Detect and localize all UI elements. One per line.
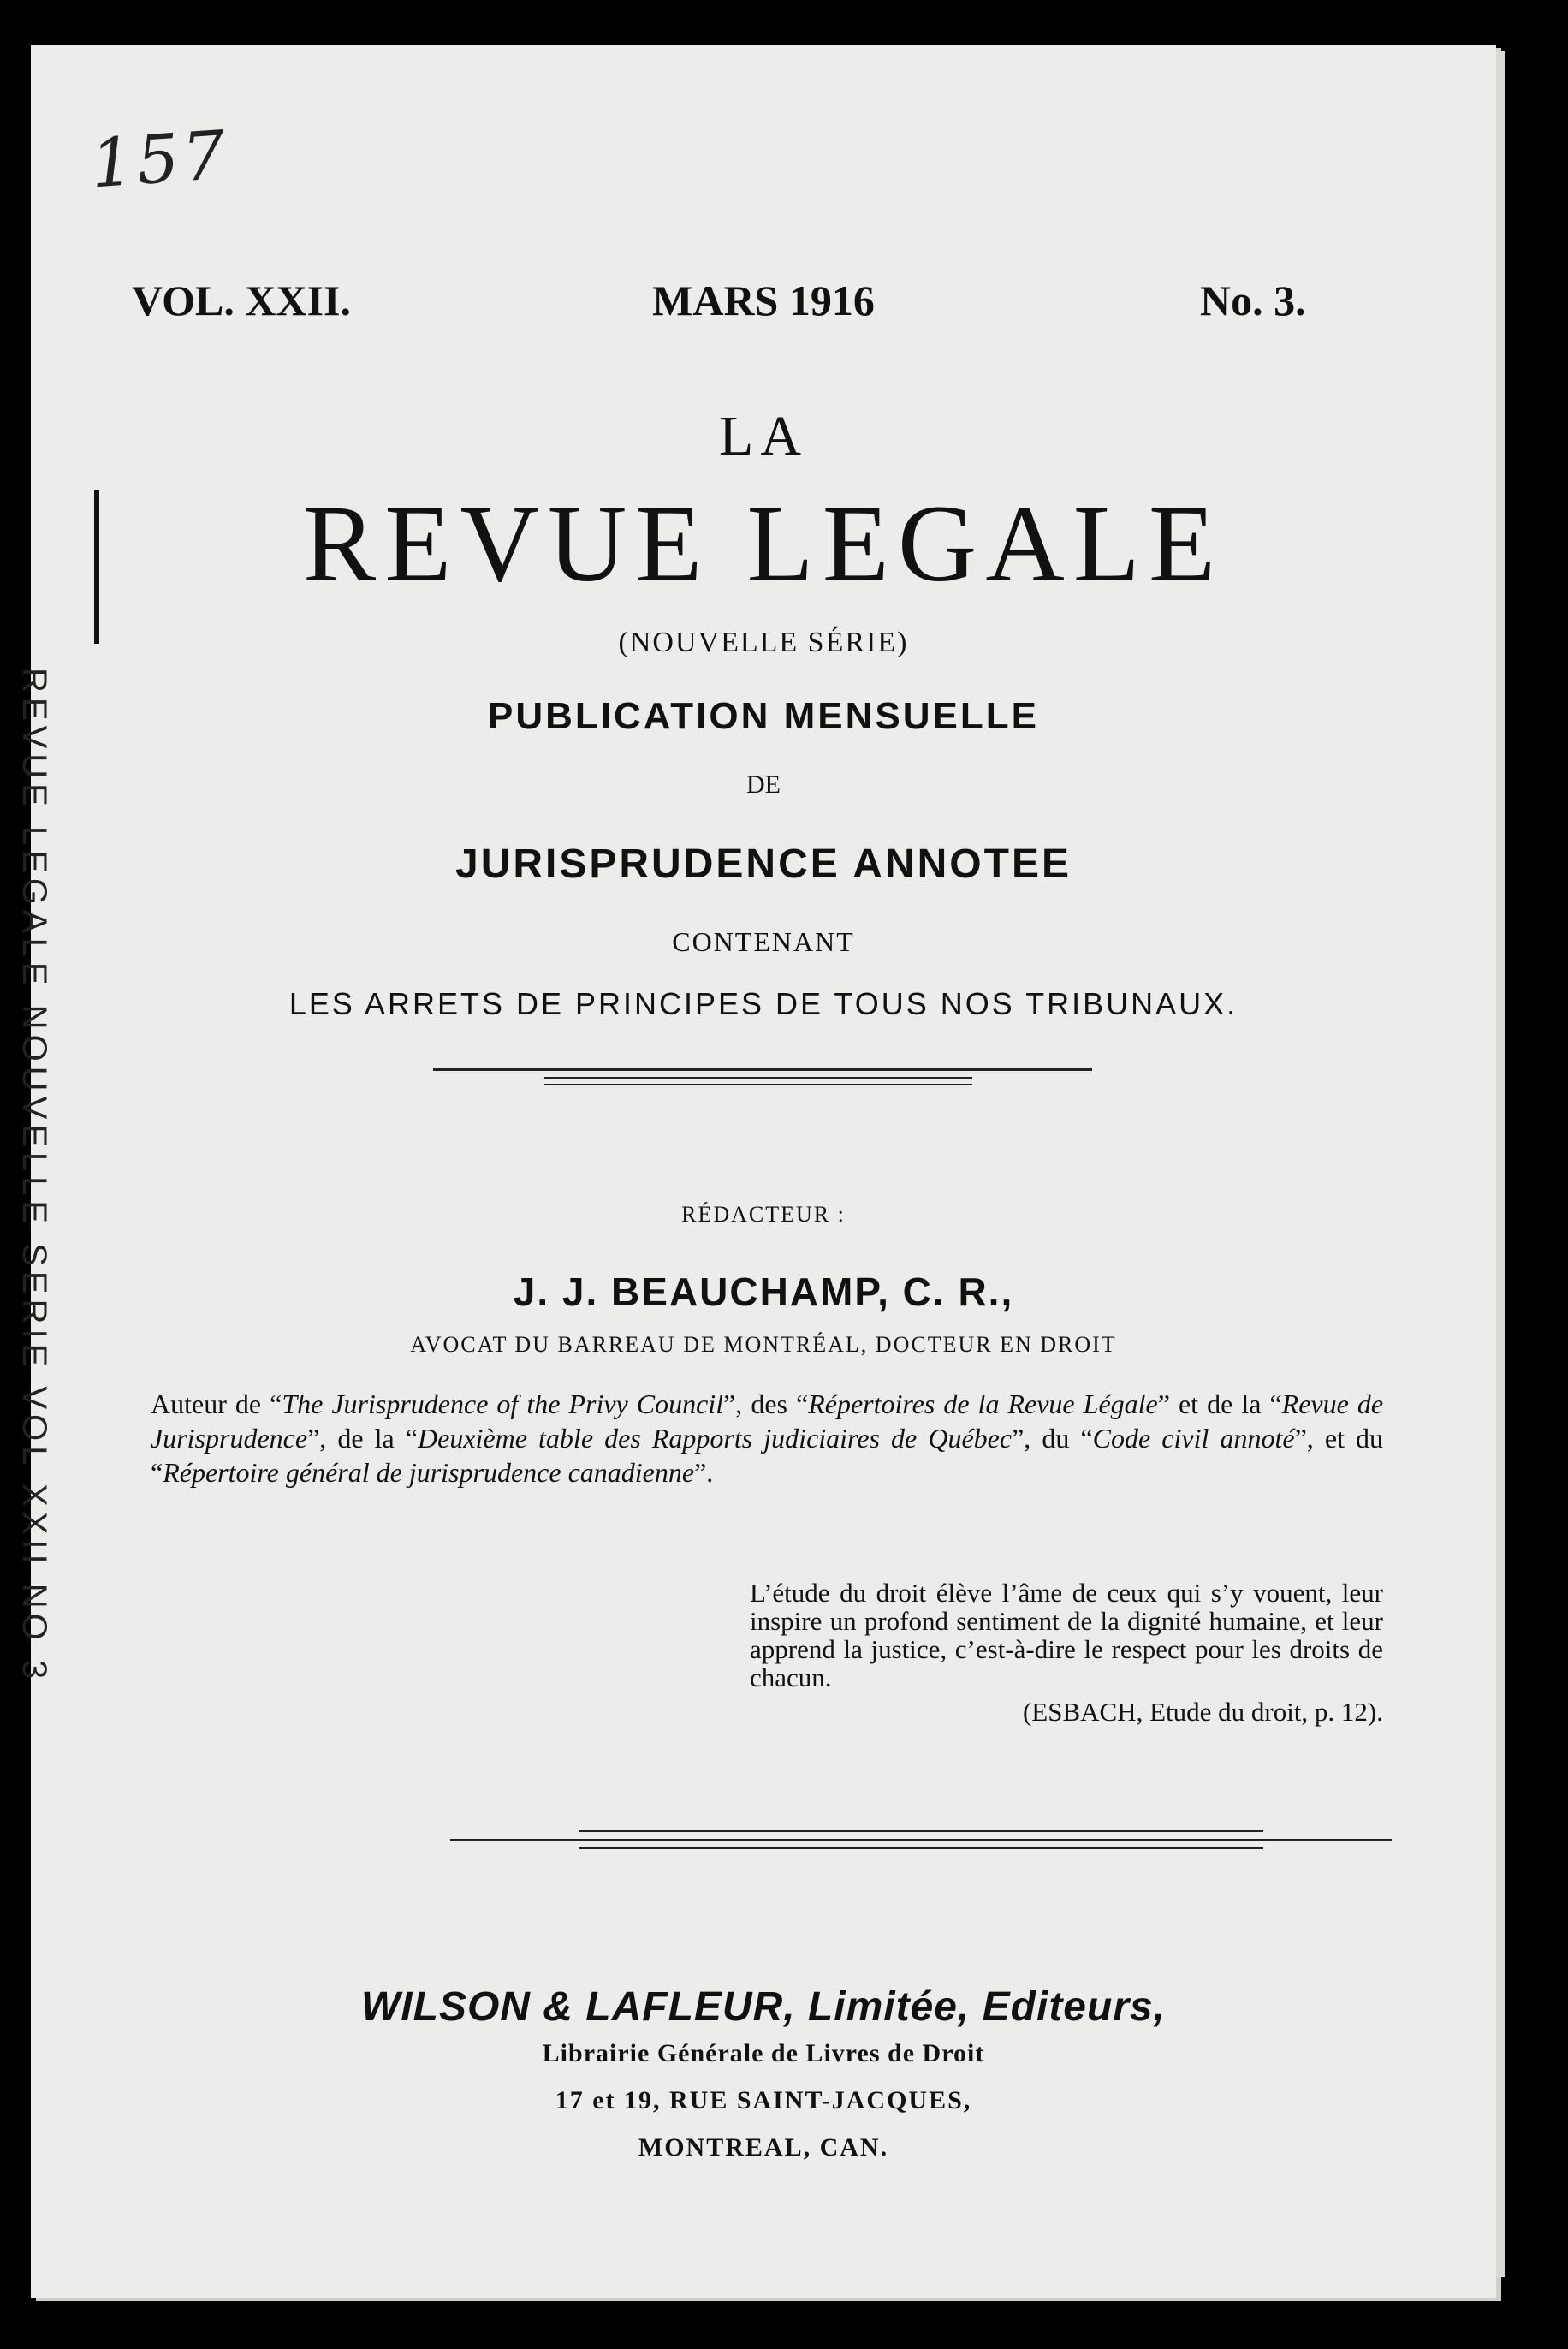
title-article: LA xyxy=(719,405,808,467)
divider-rule xyxy=(450,1839,1392,1841)
divider-rule xyxy=(579,1847,1263,1849)
page-edge xyxy=(1496,51,1505,2277)
publication-line: PUBLICATION MENSUELLE xyxy=(488,695,1039,737)
issue-date: MARS 1916 xyxy=(652,277,875,324)
divider-rule xyxy=(544,1077,972,1079)
epigraph-text: L’étude du droit élève l’âme de ceux qui s’y vouent, leur inspire un profond sentiment de la dignité humaine, et leur apprend la justice, c’est-à-dire le respect pour les droits de chacun. xyxy=(750,1578,1383,1692)
jurisprudence-line: JURISPRUDENCE ANNOTEE xyxy=(455,841,1072,887)
connector-de: DE xyxy=(746,770,781,799)
publisher-address: 17 et 19, RUE SAINT-JACQUES, xyxy=(555,2086,972,2114)
arrets-line: LES ARRETS DE PRINCIPES DE TOUS NOS TRIBUNAUX. xyxy=(288,986,1238,1021)
divider-rule xyxy=(579,1830,1263,1832)
divider-rule xyxy=(544,1084,972,1085)
contenant-line: CONTENANT xyxy=(672,926,855,957)
epigraph-source: (ESBACH, Etude du droit, p. 12). xyxy=(1022,1697,1383,1727)
divider-rule xyxy=(433,1068,1092,1071)
spine-mark xyxy=(94,490,99,644)
spine-text: REVUE LEGALE NOUVELLE SERIE VOL XXII NO 3 xyxy=(15,668,53,1685)
publisher-name: WILSON & LAFLEUR, Limitée, Editeurs, xyxy=(360,1984,1167,2030)
volume-label: VOL. XXII. xyxy=(132,277,351,324)
editor-label: RÉDACTEUR : xyxy=(681,1202,846,1227)
series-subtitle: (NOUVELLE SÉRIE) xyxy=(618,627,909,658)
magazine-cover xyxy=(31,45,1496,2298)
masthead-title: REVUE LEGALE xyxy=(302,483,1225,604)
issue-number: No. 3. xyxy=(1200,277,1306,324)
publisher-city: MONTREAL, CAN. xyxy=(638,2133,889,2162)
handwritten-number: 157 xyxy=(88,116,231,204)
editor-name: J. J. BEAUCHAMP, C. R., xyxy=(513,1270,1014,1314)
editor-title: AVOCAT DU BARREAU DE MONTRÉAL, DOCTEUR EN DROIT xyxy=(410,1332,1117,1357)
author-credits: Auteur de “The Jurisprudence of the Privy Council”, des “Répertoires de la Revue Légale” et de la “Revue de Jurisprudence”, de la “Deuxième table des Rapports judiciaires de Québec”, du “Code civil annoté”, et du “Répertoire général de jurisprudence canadienne”. xyxy=(151,1389,1384,1488)
publisher-line-1: Librairie Générale de Livres de Droit xyxy=(542,2039,985,2067)
